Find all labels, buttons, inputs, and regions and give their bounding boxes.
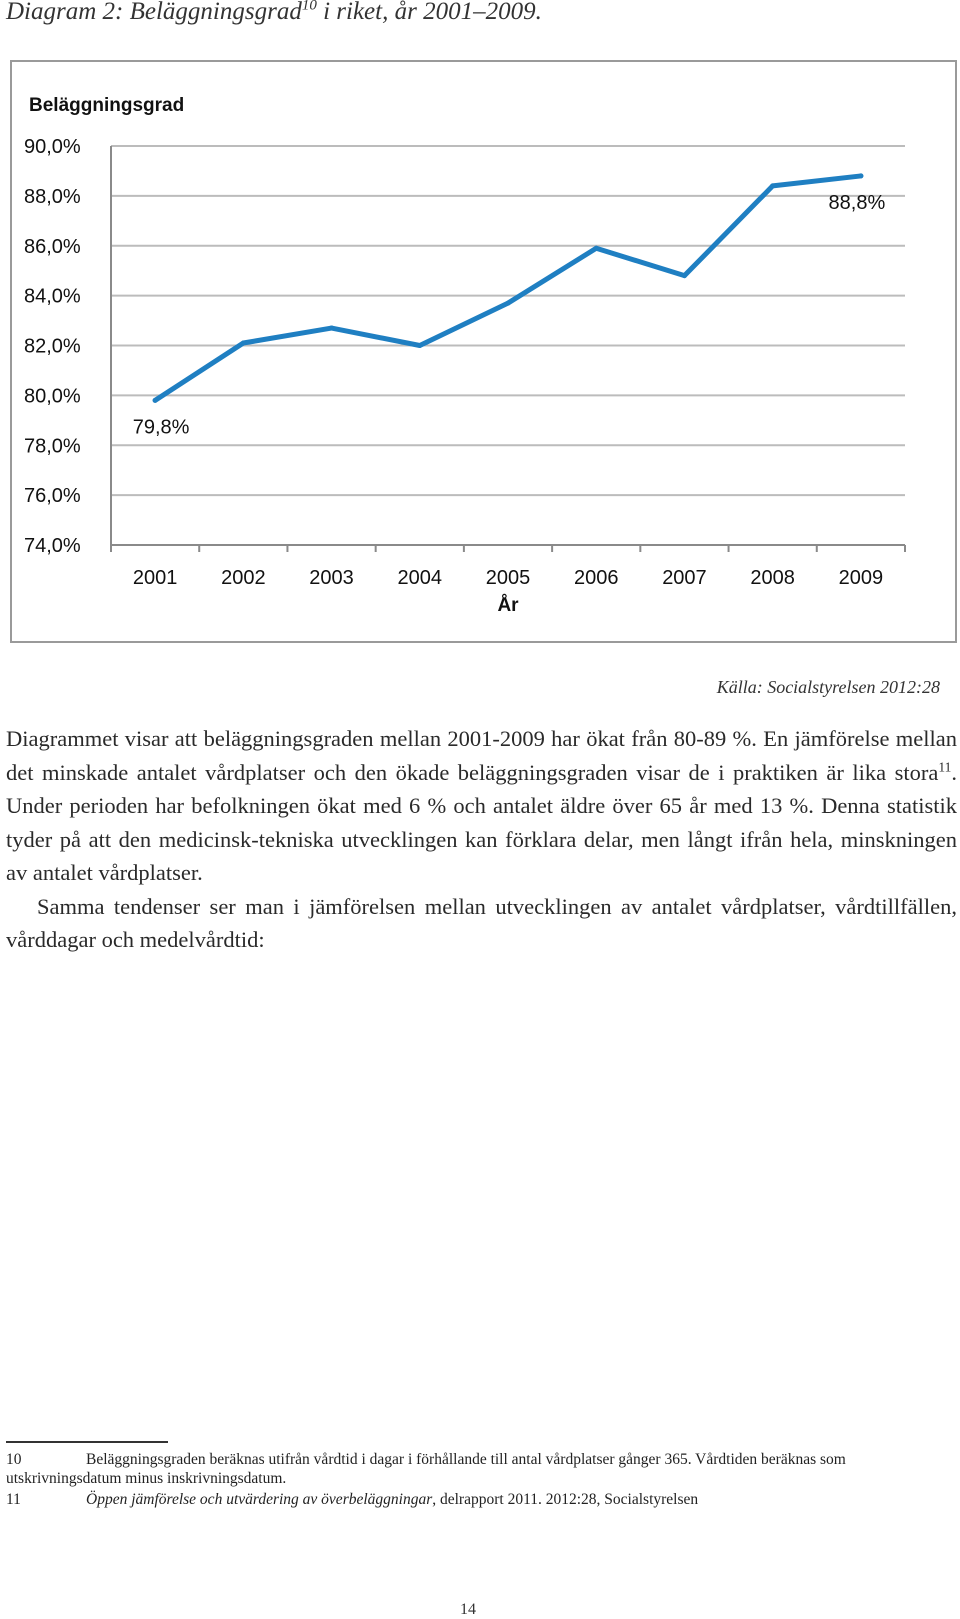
footnote-divider <box>6 1441 168 1443</box>
series-line <box>155 176 861 400</box>
y-tick-label: 84,0% <box>24 285 81 308</box>
y-tick-label: 90,0% <box>24 136 81 158</box>
y-tick-label: 76,0% <box>24 485 81 508</box>
x-tick-label: 2001 <box>132 567 178 589</box>
x-tick-label: 2005 <box>485 567 531 589</box>
x-tick-label: 2002 <box>221 567 266 589</box>
y-tick-label: 74,0% <box>24 535 81 557</box>
y-tick-label: 78,0% <box>24 435 81 458</box>
caption-suffix: i riket, år 2001–2009. <box>316 0 542 25</box>
data-point <box>858 173 863 178</box>
data-point <box>241 341 246 346</box>
data-point <box>770 183 775 188</box>
x-tick-label: 2007 <box>662 567 707 589</box>
y-tick-label: 88,0% <box>24 185 81 208</box>
chart-frame <box>10 60 957 643</box>
chart-title: Beläggningsgrad <box>29 95 185 116</box>
source-note: Källa: Socialstyrelsen 2012:28 <box>716 677 940 697</box>
x-axis-title: År <box>497 595 519 616</box>
y-tick-label: 86,0% <box>24 235 81 258</box>
footnote-number: 10 <box>6 1451 22 1468</box>
x-tick-label: 2004 <box>397 567 443 589</box>
data-point <box>594 246 599 251</box>
footnote-11 <box>6 1490 956 1509</box>
footnote-title: Öppen jämförelse och utvärdering av överbeläggningar <box>86 1491 433 1508</box>
caption-prefix: Diagram 2: Beläggningsgrad <box>6 0 302 25</box>
footnote-10 <box>6 1450 956 1488</box>
paragraph-2: Samma tendenser ser man i jämförelsen mellan utvecklingen av antalet vårdplatser, vårdtillfällen, vårddagar och medelvårdtid: <box>6 893 957 952</box>
line-chart <box>12 62 955 641</box>
data-point <box>682 273 687 278</box>
footnote-number: 11 <box>6 1491 21 1508</box>
x-tick-label: 2006 <box>573 567 619 589</box>
data-label: 79,8% <box>132 416 190 439</box>
body-text <box>6 722 957 957</box>
data-label: 88,8% <box>828 191 886 214</box>
data-point <box>153 398 158 403</box>
x-tick-label: 2009 <box>838 567 884 589</box>
y-tick-label: 80,0% <box>24 385 81 408</box>
footnotes <box>6 1450 956 1509</box>
data-point <box>329 326 334 331</box>
x-tick-label: 2008 <box>750 567 795 589</box>
footnote-ref-11: 11 <box>938 759 952 774</box>
paragraph-1-part-1: Diagrammet visar att beläggningsgraden mellan 2001-2009 har ökat från 80-89 %. En jämförelse mellan det minskade antalet vårdplatser och den ökade beläggningsgraden visar de i praktiken är lika stora <box>6 726 957 785</box>
footnote-text: , delrapport 2011. 2012:28, Socialstyrelsen <box>432 1491 699 1508</box>
data-point <box>417 343 422 348</box>
paragraph-1-part-2: . Under perioden har befolkningen ökat med 6 % och antalet äldre över 65 år med 13 %. Denna statistik tyder på att den medicinsk-tekniska utvecklingen kan förklara delar, men långt ifrån hela, minskningen av antalet vårdplatser. <box>6 759 957 885</box>
footnote-text: Beläggningsgraden beräknas utifrån vårdtid i dagar i förhållande till antal vårdplatser gånger 365. Vårdtiden beräknas som utskrivningsdatum minus inskrivningsdatum. <box>6 1451 846 1487</box>
paragraph-1 <box>6 722 957 890</box>
y-tick-label: 82,0% <box>24 335 81 358</box>
page-number: 14 <box>460 1601 476 1618</box>
figure-caption <box>6 0 542 26</box>
caption-footnote-ref: 10 <box>301 0 317 14</box>
data-point <box>506 301 511 306</box>
x-tick-label: 2003 <box>309 567 354 589</box>
